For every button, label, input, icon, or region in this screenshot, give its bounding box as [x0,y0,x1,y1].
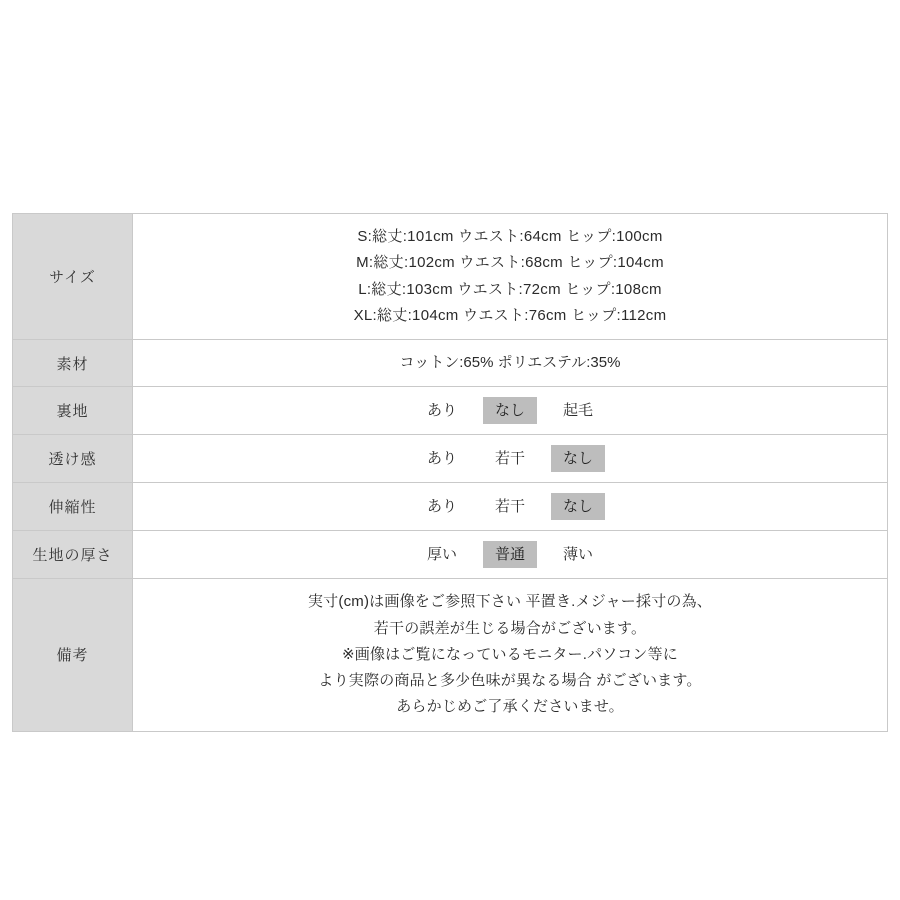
spec-row-value [133,579,888,731]
spec-option: 薄い [563,546,594,564]
product-spec-table [12,213,888,732]
spec-row-label: 備考 [13,579,133,731]
spec-row [13,214,887,340]
spec-option-selected: なし [551,445,605,472]
spec-row [13,387,887,435]
spec-row-value [133,340,888,387]
spec-table [13,214,887,731]
spec-table-body [13,214,887,731]
spec-option-selected: なし [551,493,605,520]
spec-row [13,435,887,483]
spec-row [13,579,887,731]
spec-row [13,483,887,531]
spec-text-line: M:総丈:102cm ウエスト:68cm ヒップ:104cm [356,254,664,272]
spec-row [13,340,887,387]
spec-text-line: 若干の誤差が生じる場合がございます。 [373,619,647,637]
spec-option: あり [426,402,457,420]
spec-row-label: 裏地 [13,387,133,435]
spec-row-value [133,214,888,340]
spec-option: 起毛 [563,402,594,420]
spec-row-label: サイズ [13,214,133,340]
spec-option: あり [426,450,457,468]
spec-row-value [133,435,888,483]
spec-option-group [141,397,879,424]
spec-text-line: L:総丈:103cm ウエスト:72cm ヒップ:108cm [358,280,662,298]
spec-option-group [141,541,879,568]
spec-option: 厚い [426,546,457,564]
spec-row-label: 生地の厚さ [13,531,133,579]
spec-text-line: XL:総丈:104cm ウエスト:76cm ヒップ:112cm [353,306,667,324]
spec-text-line: ※画像はご覧になっているモニター.パソコン等に [341,645,679,663]
spec-row [13,531,887,579]
spec-option-group [141,445,879,472]
spec-row-value [133,387,888,435]
spec-row-value [133,483,888,531]
spec-text-line: あらかじめご了承くださいませ。 [396,698,624,716]
spec-option-group [141,493,879,520]
spec-row-value [133,531,888,579]
spec-option-selected: 普通 [483,541,537,568]
spec-row-label: 透け感 [13,435,133,483]
spec-option: 若干 [494,450,525,468]
spec-option: あり [426,498,457,516]
spec-row-label: 素材 [13,340,133,387]
spec-text-line: より実際の商品と多少色味が異なる場合 がございます。 [318,672,702,689]
spec-option: 若干 [494,498,525,516]
spec-text-line: コットン:65% ポリエステル:35% [399,354,621,371]
spec-option-selected: なし [483,397,537,424]
spec-text-line: 実寸(cm)は画像をご参照下さい 平置き.メジャー採寸の為、 [307,593,713,611]
spec-text-line: S:総丈:101cm ウエスト:64cm ヒップ:100cm [357,228,663,245]
spec-row-label: 伸縮性 [13,483,133,531]
